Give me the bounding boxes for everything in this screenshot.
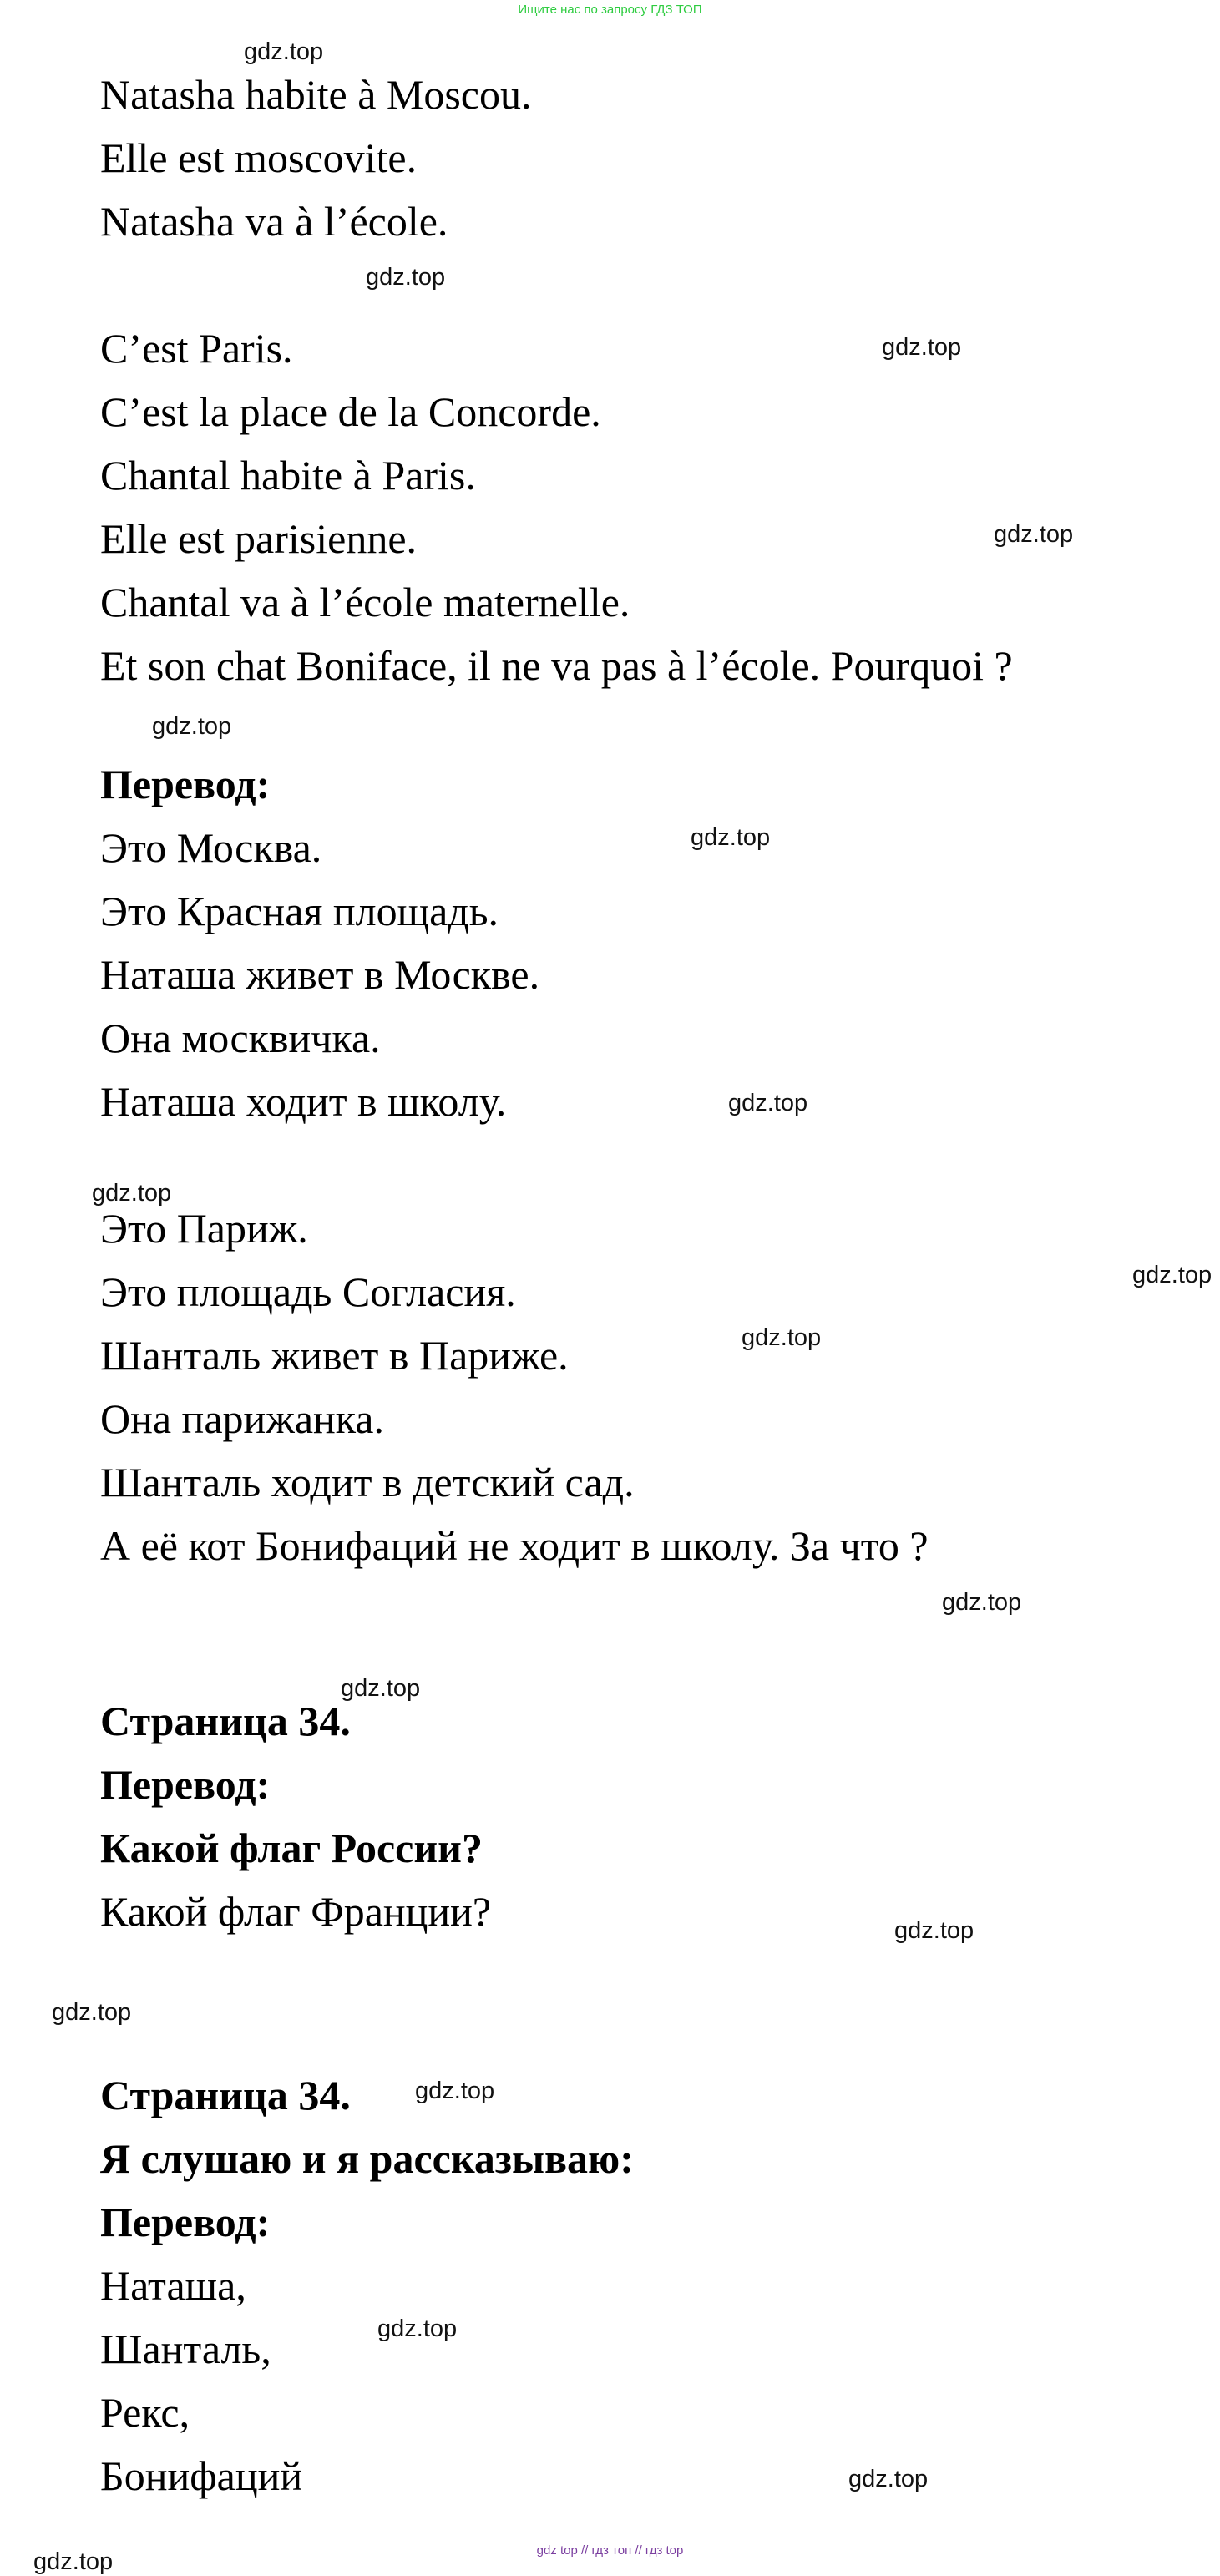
text-line: C’est Paris. [100, 325, 293, 372]
watermark: gdz.top [742, 1324, 822, 1351]
page-heading: Страница 34. [100, 2072, 351, 2118]
text-line: Наташа живет в Москве. [100, 951, 540, 998]
text-line: Наташа, [100, 2262, 246, 2309]
watermark: gdz.top [728, 1090, 808, 1116]
watermark: gdz.top [341, 1675, 421, 1702]
watermark: gdz.top [415, 2078, 495, 2104]
text-line: Это Красная площадь. [100, 888, 499, 934]
watermark: gdz.top [33, 2548, 114, 2575]
text-line: Chantal va à l’école maternelle. [100, 579, 630, 625]
text-line: Шанталь, [100, 2325, 271, 2372]
text-line: Она парижанка. [100, 1395, 384, 1442]
watermark: gdz.top [52, 1999, 132, 2026]
page-heading: Страница 34. [100, 1698, 351, 1744]
watermark: gdz.top [994, 521, 1074, 548]
text-line: Elle est parisienne. [100, 515, 418, 562]
text-line: Elle est moscovite. [100, 134, 418, 181]
footer-links[interactable]: gdz top // гдз топ // гдз top [536, 2543, 684, 2558]
task-heading: Я слушаю и я рассказываю: [100, 2135, 634, 2182]
watermark: gdz.top [377, 2315, 458, 2342]
watermark: gdz.top [691, 824, 771, 851]
text-line: Это площадь Согласия. [100, 1268, 516, 1315]
text-line: Бонифаций [100, 2452, 303, 2499]
text-line: Шанталь ходит в детский сад. [100, 1459, 635, 1506]
text-line: Natasha habite à Moscou. [100, 71, 532, 118]
watermark: gdz.top [1132, 1262, 1212, 1288]
text-line: Она москвичка. [100, 1015, 381, 1061]
watermark: gdz.top [894, 1917, 974, 1944]
text-line: Какой флаг Франции? [100, 1888, 492, 1935]
watermark: gdz.top [244, 38, 324, 65]
text-line: Это Москва. [100, 824, 322, 871]
question-heading: Какой флаг России? [100, 1824, 483, 1871]
watermark: gdz.top [366, 264, 446, 291]
text-line: А её кот Бонифаций не ходит в школу. За что ? [100, 1522, 929, 1569]
text-line: Шанталь живет в Париже. [100, 1332, 569, 1379]
section-heading: Перевод: [100, 2199, 271, 2245]
text-line: Рекс, [100, 2389, 190, 2436]
section-heading: Перевод: [100, 1761, 271, 1808]
section-heading: Перевод: [100, 761, 271, 807]
text-line: Et son chat Boniface, il ne va pas à l’école. Pourquoi ? [100, 642, 1013, 689]
watermark: gdz.top [848, 2466, 929, 2492]
search-banner: Ищите нас по запросу ГДЗ ТОП [518, 3, 702, 17]
text-line: Natasha va à l’école. [100, 198, 448, 245]
watermark: gdz.top [882, 334, 962, 361]
text-line: C’est la place de la Concorde. [100, 388, 601, 435]
watermark: gdz.top [92, 1180, 172, 1207]
text-line: Наташа ходит в школу. [100, 1078, 507, 1125]
text-line: Chantal habite à Paris. [100, 452, 476, 498]
watermark: gdz.top [152, 713, 232, 740]
watermark: gdz.top [942, 1589, 1022, 1616]
text-line: Это Париж. [100, 1205, 308, 1252]
